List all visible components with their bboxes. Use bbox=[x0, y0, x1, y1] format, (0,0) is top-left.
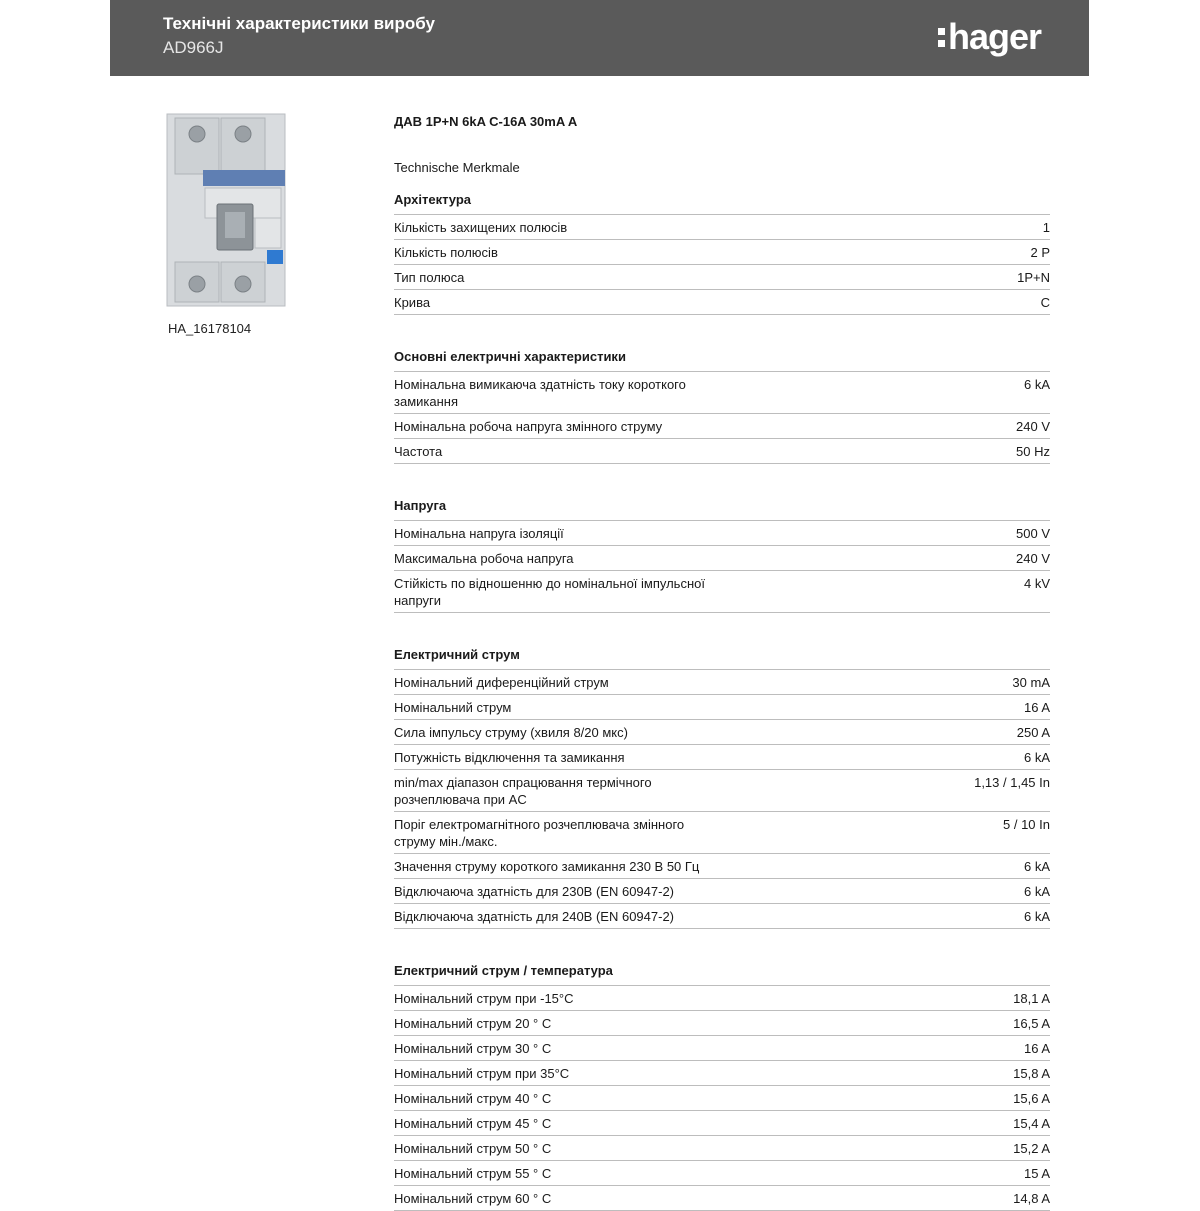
section-title: Основні електричні характеристики bbox=[394, 335, 1050, 372]
spec-row bbox=[394, 986, 1050, 1011]
spec-value: 18,1 A bbox=[1013, 991, 1050, 1006]
spec-label: min/max діапазон спрацювання термічного розчеплювача при AC bbox=[394, 775, 652, 807]
spec-value: 1P+N bbox=[1017, 270, 1050, 285]
spec-content bbox=[394, 112, 1050, 1211]
spec-row bbox=[394, 904, 1050, 929]
spec-label: Номінальний струм при 35°C bbox=[394, 1066, 570, 1081]
spec-value: 2 P bbox=[1030, 245, 1050, 260]
spec-label: Тип полюса bbox=[394, 270, 465, 285]
section-title: Електричний струм bbox=[394, 633, 1050, 670]
spec-row bbox=[394, 414, 1050, 439]
spec-row bbox=[394, 1161, 1050, 1186]
spec-value: 5 / 10 In bbox=[1003, 817, 1050, 832]
spec-label: Номінальна напруга ізоляції bbox=[394, 526, 564, 541]
spec-row bbox=[394, 1111, 1050, 1136]
spec-label: Номінальний струм 55 ° C bbox=[394, 1166, 552, 1181]
spec-label: Відключаюча здатність для 230В (EN 60947-2) bbox=[394, 884, 675, 899]
spec-row bbox=[394, 695, 1050, 720]
spec-label: Номінальний струм при -15°C bbox=[394, 991, 574, 1006]
spec-value: 15,4 A bbox=[1013, 1116, 1050, 1131]
spec-row bbox=[394, 1186, 1050, 1211]
spec-label: Номінальний струм bbox=[394, 700, 512, 715]
section-title: Напруга bbox=[394, 484, 1050, 521]
spec-value: C bbox=[1040, 295, 1050, 310]
spec-value: 6 kA bbox=[1023, 377, 1050, 392]
spec-value: 500 V bbox=[1016, 526, 1050, 541]
spec-label: Стійкість по відношенню до номінальної імпульсної напруги bbox=[394, 576, 705, 608]
spec-row bbox=[394, 854, 1050, 879]
spec-value: 240 V bbox=[1016, 419, 1050, 434]
spec-section bbox=[394, 315, 1050, 464]
section-title: Електричний струм / температура bbox=[394, 949, 1050, 986]
spec-row bbox=[394, 745, 1050, 770]
spec-sections bbox=[394, 178, 1050, 1211]
spec-label: Частота bbox=[394, 444, 443, 459]
spec-value: 240 V bbox=[1016, 551, 1050, 566]
spec-row bbox=[394, 1036, 1050, 1061]
spec-row bbox=[394, 1011, 1050, 1036]
spec-value: 1,13 / 1,45 In bbox=[974, 775, 1050, 790]
spec-value: 15,2 A bbox=[1013, 1141, 1050, 1156]
spec-label: Поріг електромагнітного розчеплювача змінного струму мін./макс. bbox=[394, 817, 685, 849]
section-title: Архітектура bbox=[394, 178, 1050, 215]
logo-colon-icon bbox=[938, 28, 945, 52]
spec-label: Кількість полюсів bbox=[394, 245, 498, 260]
spec-value: 250 A bbox=[1016, 725, 1050, 740]
spec-label: Номінальна робоча напруга змінного струму bbox=[394, 419, 663, 434]
spec-row bbox=[394, 290, 1050, 315]
spec-value: 4 kV bbox=[1023, 576, 1050, 591]
spec-label: Номінальна вимикаюча здатність току короткого замикання bbox=[394, 377, 686, 409]
spec-label: Номінальний струм 40 ° C bbox=[394, 1091, 552, 1106]
spec-label: Відключаюча здатність для 240В (EN 60947-2) bbox=[394, 909, 675, 924]
spec-value: 16,5 A bbox=[1013, 1016, 1050, 1031]
spec-label: Кількість захищених полюсів bbox=[394, 220, 568, 235]
page-header bbox=[110, 0, 1089, 76]
spec-row bbox=[394, 770, 1050, 812]
spec-label: Максимальна робоча напруга bbox=[394, 551, 574, 566]
spec-label: Крива bbox=[394, 295, 431, 310]
features-label: Technische Merkmale bbox=[394, 160, 520, 175]
spec-value: 6 kA bbox=[1023, 884, 1050, 899]
spec-section bbox=[394, 929, 1050, 1211]
spec-label: Потужність відключення та замикання bbox=[394, 750, 625, 765]
spec-label: Номінальний струм 45 ° C bbox=[394, 1116, 552, 1131]
spec-row bbox=[394, 1136, 1050, 1161]
spec-value: 1 bbox=[1042, 220, 1050, 235]
spec-value: 50 Hz bbox=[1016, 444, 1050, 459]
product-image bbox=[165, 112, 293, 312]
spec-label: Сила імпульсу струму (хвиля 8/20 мкс) bbox=[394, 725, 628, 740]
spec-value: 6 kA bbox=[1023, 909, 1050, 924]
spec-row bbox=[394, 812, 1050, 854]
spec-value: 6 kA bbox=[1023, 750, 1050, 765]
header-subtitle: AD966J bbox=[163, 38, 224, 57]
spec-row bbox=[394, 215, 1050, 240]
spec-row bbox=[394, 879, 1050, 904]
spec-row bbox=[394, 1086, 1050, 1111]
product-code: HA_16178104 bbox=[168, 321, 252, 336]
spec-label: Номінальний струм 50 ° C bbox=[394, 1141, 552, 1156]
spec-value: 15 A bbox=[1023, 1166, 1050, 1181]
spec-section bbox=[394, 464, 1050, 613]
spec-value: 30 mA bbox=[1012, 675, 1050, 690]
spec-section bbox=[394, 613, 1050, 929]
logo-text: hager bbox=[947, 16, 1041, 57]
spec-row bbox=[394, 546, 1050, 571]
spec-row bbox=[394, 571, 1050, 613]
spec-value: 6 kA bbox=[1023, 859, 1050, 874]
spec-row bbox=[394, 521, 1050, 546]
spec-label: Номінальний струм 60 ° C bbox=[394, 1191, 552, 1206]
spec-row bbox=[394, 240, 1050, 265]
spec-label: Значення струму короткого замикання 230 В 50 Гц bbox=[394, 859, 700, 874]
spec-value: 16 A bbox=[1023, 700, 1050, 715]
spec-row bbox=[394, 372, 1050, 414]
spec-value: 15,8 A bbox=[1013, 1066, 1050, 1081]
spec-section bbox=[394, 178, 1050, 315]
spec-value: 15,6 A bbox=[1013, 1091, 1050, 1106]
spec-row bbox=[394, 670, 1050, 695]
spec-label: Номінальний струм 30 ° C bbox=[394, 1041, 552, 1056]
spec-value: 14,8 A bbox=[1013, 1191, 1050, 1206]
spec-row bbox=[394, 720, 1050, 745]
spec-row bbox=[394, 265, 1050, 290]
spec-row bbox=[394, 1061, 1050, 1086]
header-title: Технічні характеристики виробу bbox=[163, 14, 435, 33]
spec-row bbox=[394, 439, 1050, 464]
product-name: ДАВ 1P+N 6kA C-16A 30mA A bbox=[394, 114, 578, 129]
spec-label: Номінальний струм 20 ° C bbox=[394, 1016, 552, 1031]
hager-logo bbox=[938, 17, 1041, 57]
spec-value: 16 A bbox=[1023, 1041, 1050, 1056]
spec-label: Номінальний диференційний струм bbox=[394, 675, 609, 690]
